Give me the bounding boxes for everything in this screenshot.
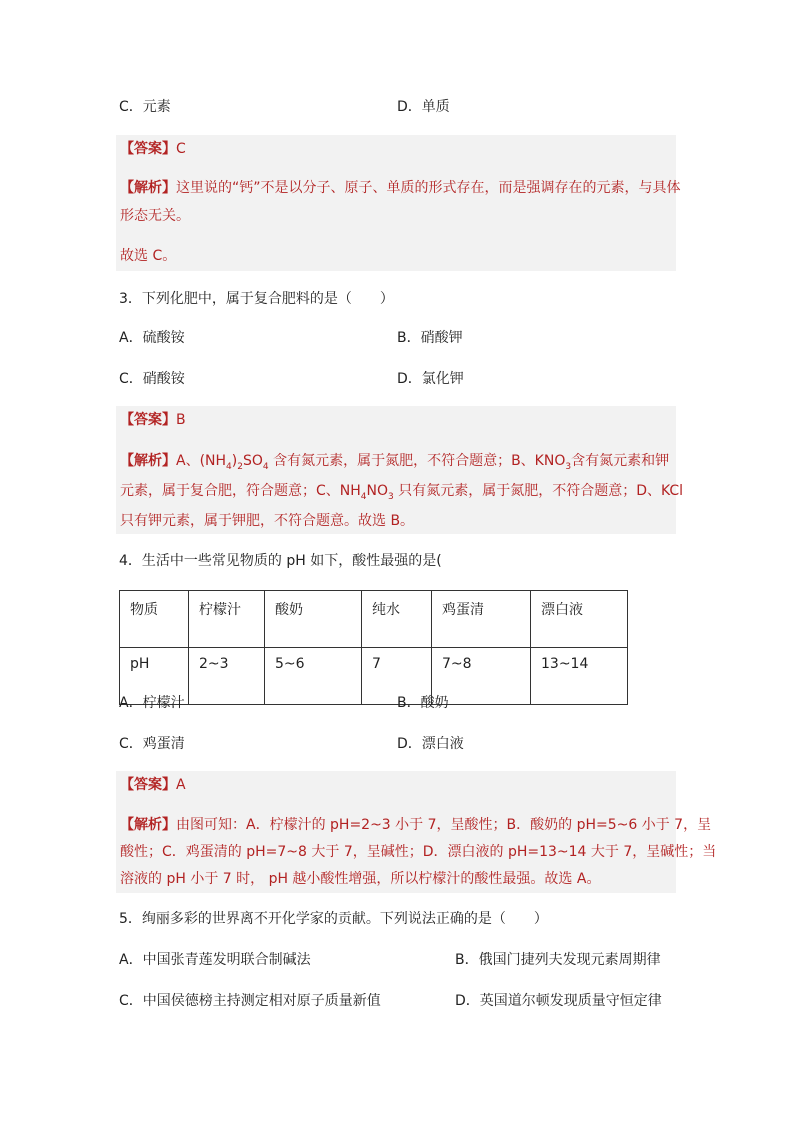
q3-answer	[120, 409, 186, 429]
answer-value: B	[176, 412, 186, 428]
q2-answer-box	[116, 135, 681, 271]
analysis-tag: 【解析】	[120, 817, 176, 833]
analysis-text: 由图可知：A．柠檬汁的 pH=2~3 小于 7，呈酸性；B．酸奶的 pH=5~6 小于 7，呈	[176, 817, 712, 833]
q5-stem: 5．绚丽多彩的世界离不开化学家的贡献。下列说法正确的是（ ）	[119, 911, 548, 927]
q2-analysis-line-3: 故选 C。	[120, 248, 177, 264]
ph-table	[119, 590, 628, 705]
table-row	[120, 648, 628, 705]
q4-option-c: C．鸡蛋清	[119, 736, 185, 752]
table-header: 漂白液	[531, 591, 628, 648]
table-cell: 13~14	[531, 648, 628, 705]
q2-option-c: C．元素	[119, 99, 171, 115]
table-header: 酸奶	[265, 591, 362, 648]
answer-value: A	[176, 777, 186, 793]
analysis-tag: 【解析】	[120, 180, 176, 196]
table-cell: 2~3	[189, 648, 265, 705]
q4-analysis-line-1	[120, 814, 711, 834]
table-header: 鸡蛋清	[432, 591, 531, 648]
q5-option-b: B．俄国门捷列夫发现元素周期律	[455, 952, 661, 968]
q3-option-b: B．硝酸钾	[397, 330, 463, 346]
q2-option-d: D．单质	[397, 99, 450, 115]
table-header: 物质	[120, 591, 189, 648]
q3-analysis-line-3: 只有钾元素，属于钾肥，不符合题意。故选 B。	[120, 513, 415, 529]
answer-tag: 【答案】	[120, 141, 176, 157]
table-cell: pH	[120, 648, 189, 705]
q2-analysis-line-1	[120, 177, 681, 197]
q4-analysis-line-2: 酸性；C．鸡蛋清的 pH=7~8 大于 7，呈碱性；D．漂白液的 pH=13~14 大于 7，呈碱性；当	[120, 844, 717, 860]
table-header-row	[120, 591, 628, 648]
table-cell: 5~6	[265, 648, 362, 705]
q4-answer	[120, 774, 186, 794]
answer-tag: 【答案】	[120, 412, 176, 428]
answer-tag: 【答案】	[120, 777, 176, 793]
analysis-tag: 【解析】	[120, 453, 176, 469]
q3-option-d: D．氯化钾	[397, 371, 464, 387]
answer-value: C	[176, 141, 186, 157]
table-header: 纯水	[362, 591, 432, 648]
q5-option-d: D．英国道尔顿发现质量守恒定律	[455, 993, 662, 1009]
q3-stem: 3．下列化肥中，属于复合肥料的是（ ）	[119, 291, 394, 307]
table-cell: 7	[362, 648, 432, 705]
q4-option-b: B．酸奶	[397, 695, 449, 711]
q4-option-a: A．柠檬汁	[119, 695, 185, 711]
table-cell: 7~8	[432, 648, 531, 705]
q2-answer	[120, 138, 186, 158]
q3-analysis-line-1: 【解析】A、$(NH_4)_2SO_4$ 含有氮元素，属于氮肥，不符合题意；B、$KNO_3$含有氮元素和钾	[120, 453, 670, 472]
q4-stem: 4．生活中一些常见物质的 pH 如下，酸性最强的是(	[119, 553, 442, 569]
q4-option-d: D．漂白液	[397, 736, 464, 752]
q3-option-a: A．硫酸铵	[119, 330, 185, 346]
q5-option-c: C．中国侯德榜主持测定相对原子质量新值	[119, 993, 381, 1009]
q3-option-c: C．硝酸铵	[119, 371, 185, 387]
q3-analysis-line-2: 元素，属于复合肥，符合题意；C、$NH_4NO_3$ 只有氮元素，属于氮肥，不符合题意；D、KCl	[120, 483, 684, 502]
q4-analysis-line-3: 溶液的 pH 小于 7 时， pH 越小酸性增强，所以柠檬汁的酸性最强。故选 A。	[120, 871, 601, 887]
q5-option-a: A．中国张青莲发明联合制碱法	[119, 952, 311, 968]
q4-answer-box	[116, 771, 717, 893]
q2-analysis-line-2: 形态无关。	[120, 208, 190, 224]
table-header: 柠檬汁	[189, 591, 265, 648]
q3-answer-box	[116, 406, 684, 534]
analysis-text: 这里说的“钙”不是以分子、原子、单质的形式存在，而是强调存在的元素，与具体	[176, 180, 681, 196]
